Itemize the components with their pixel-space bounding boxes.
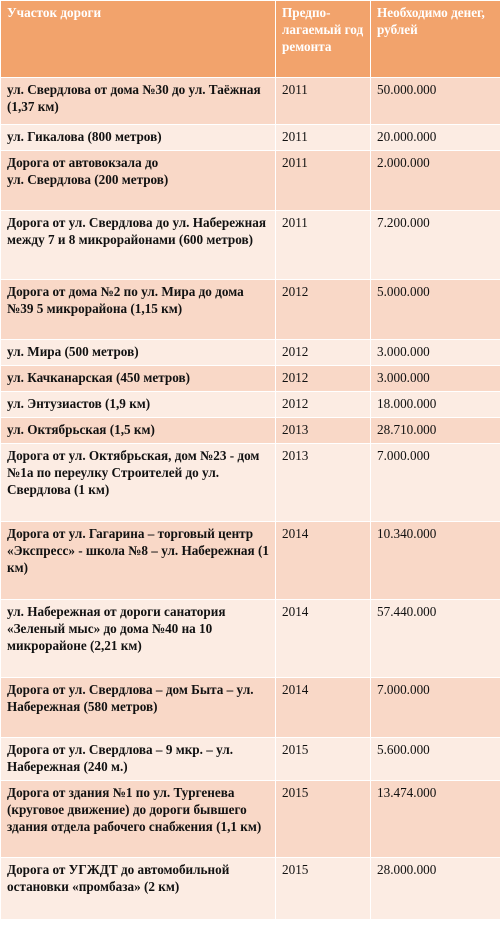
repair-year-cell: 2011 bbox=[276, 211, 371, 280]
table-row bbox=[1, 78, 500, 125]
table-row bbox=[1, 340, 500, 366]
table-row bbox=[1, 781, 500, 858]
money-needed-cell: 2.000.000 bbox=[371, 151, 500, 211]
repair-year-cell: 2015 bbox=[276, 781, 371, 858]
table-row bbox=[1, 522, 500, 600]
road-section-cell: ул. Мира (500 метров) bbox=[1, 340, 276, 366]
repair-year-cell: 2012 bbox=[276, 366, 371, 392]
repair-year-cell: 2015 bbox=[276, 858, 371, 920]
repair-year-cell: 2012 bbox=[276, 340, 371, 366]
table-row bbox=[1, 600, 500, 678]
table-row bbox=[1, 366, 500, 392]
road-section-cell: ул. Гикалова (800 метров) bbox=[1, 125, 276, 151]
money-needed-cell: 28.710.000 bbox=[371, 418, 500, 444]
road-section-cell: Дорога от ул. Свердлова – 9 мкр. – ул. Набережная (240 м.) bbox=[1, 738, 276, 781]
table-row bbox=[1, 392, 500, 418]
header-money-needed: Необходимо денег, рублей bbox=[371, 1, 500, 78]
repair-year-cell: 2014 bbox=[276, 678, 371, 738]
repair-year-cell: 2011 bbox=[276, 78, 371, 125]
repair-year-cell: 2013 bbox=[276, 418, 371, 444]
money-needed-cell: 57.440.000 bbox=[371, 600, 500, 678]
money-needed-cell: 28.000.000 bbox=[371, 858, 500, 920]
money-needed-cell: 13.474.000 bbox=[371, 781, 500, 858]
table-row bbox=[1, 418, 500, 444]
road-section-cell: Дорога от ул. Свердлова – дом Быта – ул. Набережная (580 метров) bbox=[1, 678, 276, 738]
road-section-cell: ул. Свердлова от дома №30 до ул. Таёжная (1,37 км) bbox=[1, 78, 276, 125]
table-row bbox=[1, 280, 500, 340]
road-section-cell: ул. Качканарская (450 метров) bbox=[1, 366, 276, 392]
repair-year-cell: 2014 bbox=[276, 600, 371, 678]
repair-year-cell: 2011 bbox=[276, 125, 371, 151]
repair-year-cell: 2012 bbox=[276, 280, 371, 340]
money-needed-cell: 7.000.000 bbox=[371, 678, 500, 738]
road-section-cell: Дорога от автовокзала до ул. Свердлова (200 метров) bbox=[1, 151, 276, 211]
table-row bbox=[1, 211, 500, 280]
money-needed-cell: 5.600.000 bbox=[371, 738, 500, 781]
table-row bbox=[1, 444, 500, 522]
road-section-cell: Дорога от здания №1 по ул. Тургенева (круговое движение) до дороги бывшего здания отдела рабочего снабжения (1,1 км) bbox=[1, 781, 276, 858]
road-section-cell: Дорога от ул. Октябрьская, дом №23 - дом №1а по переулку Строителей до ул. Свердлова (1 км) bbox=[1, 444, 276, 522]
table-row bbox=[1, 738, 500, 781]
money-needed-cell: 10.340.000 bbox=[371, 522, 500, 600]
repair-year-cell: 2014 bbox=[276, 522, 371, 600]
repair-year-cell: 2011 bbox=[276, 151, 371, 211]
repair-year-cell: 2012 bbox=[276, 392, 371, 418]
table-row bbox=[1, 125, 500, 151]
money-needed-cell: 50.000.000 bbox=[371, 78, 500, 125]
money-needed-cell: 3.000.000 bbox=[371, 366, 500, 392]
money-needed-cell: 5.000.000 bbox=[371, 280, 500, 340]
money-needed-cell: 18.000.000 bbox=[371, 392, 500, 418]
road-section-cell: Дорога от ул. Свердлова до ул. Набережная между 7 и 8 микрорайонами (600 метров) bbox=[1, 211, 276, 280]
money-needed-cell: 3.000.000 bbox=[371, 340, 500, 366]
road-section-cell: Дорога от ул. Гагарина – торговый центр «Экспресс» - школа №8 – ул. Набережная (1 км) bbox=[1, 522, 276, 600]
header-repair-year: Предпо-лагаемый год ремонта bbox=[276, 1, 371, 78]
road-section-cell: ул. Октябрьская (1,5 км) bbox=[1, 418, 276, 444]
table-row bbox=[1, 858, 500, 920]
repair-year-cell: 2015 bbox=[276, 738, 371, 781]
header-row bbox=[1, 1, 500, 78]
road-section-cell: Дорога от УГЖДТ до автомобильной остановки «промбаза» (2 км) bbox=[1, 858, 276, 920]
money-needed-cell: 7.000.000 bbox=[371, 444, 500, 522]
money-needed-cell: 20.000.000 bbox=[371, 125, 500, 151]
repair-year-cell: 2013 bbox=[276, 444, 371, 522]
road-section-cell: ул. Энтузиастов (1,9 км) bbox=[1, 392, 276, 418]
header-road-section: Участок дороги bbox=[1, 1, 276, 78]
table-row bbox=[1, 678, 500, 738]
table-row bbox=[1, 151, 500, 211]
road-section-cell: ул. Набережная от дороги санатория «Зеленый мыс» до дома №40 на 10 микрорайоне (2,21 км) bbox=[1, 600, 276, 678]
money-needed-cell: 7.200.000 bbox=[371, 211, 500, 280]
road-section-cell: Дорога от дома №2 по ул. Мира до дома №39 5 микрорайона (1,15 км) bbox=[1, 280, 276, 340]
